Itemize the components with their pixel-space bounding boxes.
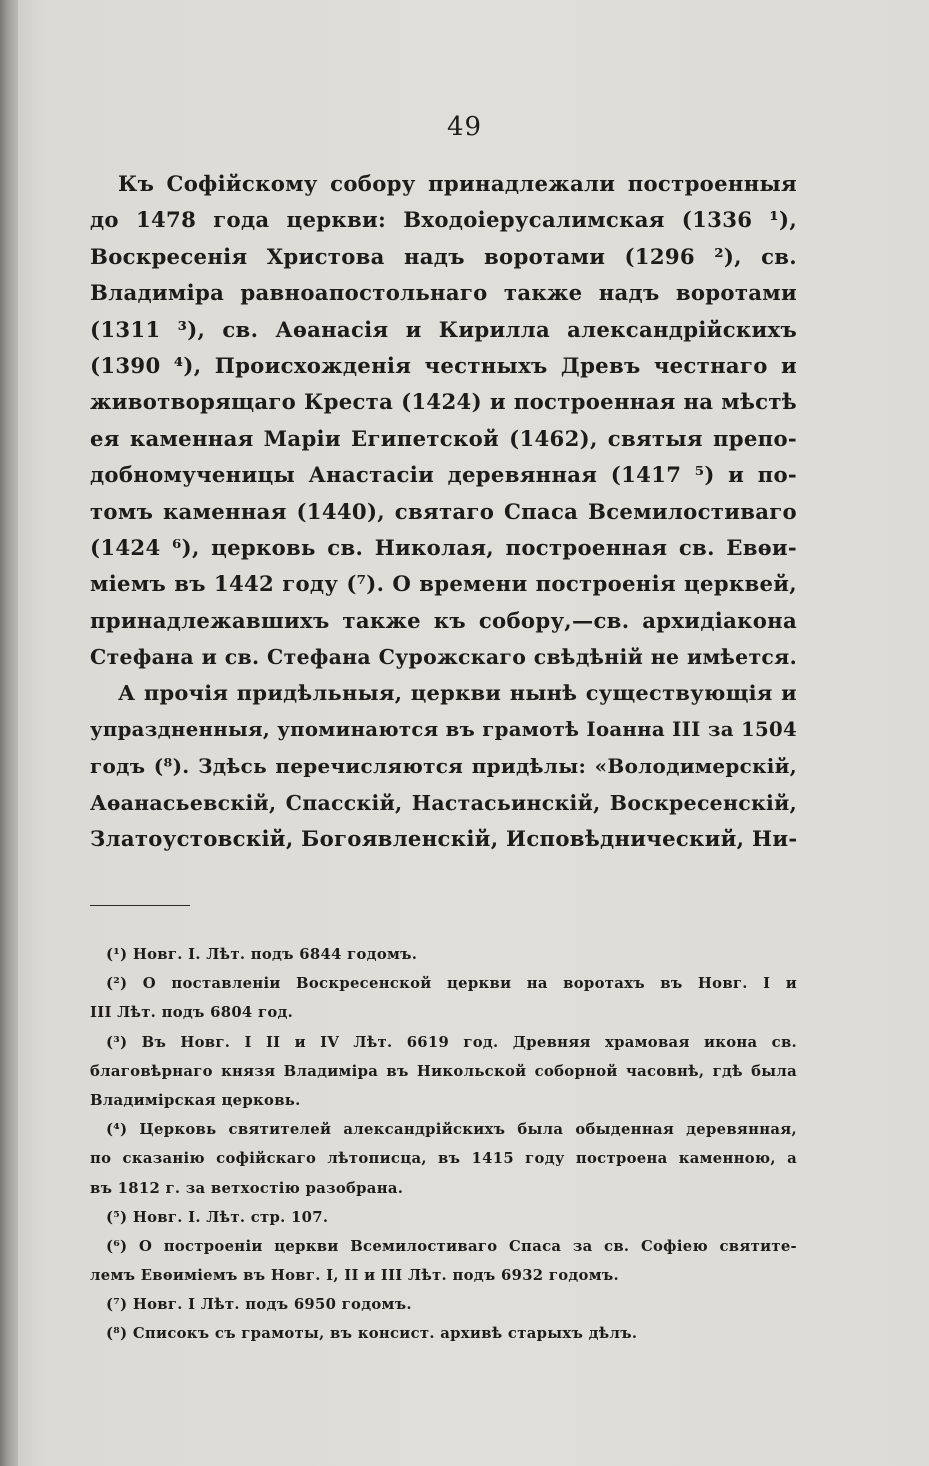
book-gutter [0,0,18,1466]
paragraph-line: (1390 ⁴), Происхожденія честныхъ Древъ честнаго и [90,352,797,378]
paragraph-line: до 1478 года церкви: Входоіерусалимская (1336 ¹), [90,207,797,233]
paragraph-line: А прочія придѣльныя, церкви нынѣ существующія и [118,680,797,706]
footnotes [90,940,797,1349]
footnote-line: (¹) Новг. I. Лѣт. подъ 6844 годомъ. [106,946,418,963]
paragraph-line: животворящаго Креста (1424) и построенная на мѣстѣ [90,389,797,415]
paragraph-line: (1311 ³), св. Аѳанасія и Кирилла александрійскихъ [90,316,797,342]
footnote-line: въ 1812 г. за ветхостію разобрана. [90,1179,404,1197]
footnote-line: (²) О поставленіи Воскресенской церкви на воротахъ въ Новг. I и [106,975,797,993]
paragraph-line: упраздненныя, упоминаются въ грамотѣ Іоанна III за 1504 [90,717,797,741]
footnote-line: (⁴) Церковь святителей александрійскихъ была обыденная деревянная, [106,1121,797,1139]
footnote-line: Владимірская церковь. [90,1091,301,1109]
paragraph-line: (1424 ⁶), церковь св. Николая, построенная св. Евѳи- [90,534,797,560]
paragraph-line: Къ Софійскому собору принадлежали построенныя [118,171,797,196]
paragraph-line: Аѳанасьевскій, Спасскій, Настасьинскій, Воскресенскій, [90,790,797,815]
paragraph-line: ея каменная Маріи Египетской (1462), святыя препо- [90,425,797,451]
paragraph-line: томъ каменная (1440), святаго Спаса Всемилостиваго [90,498,797,524]
paragraph-line: добномученицы Анастасіи деревянная (1417 ⁵) и по- [90,462,797,488]
page-number: 49 [446,112,483,142]
footnote-divider [90,905,190,906]
paragraph-line: Воскресенія Христова надъ воротами (1296 ²), св. [90,243,797,269]
footnote-line: лемъ Евѳиміемъ въ Новг. I, II и III Лѣт. подъ 6932 годомъ. [90,1267,619,1285]
paragraph-line: Владиміра равноапостольнаго также надъ воротами [90,280,797,306]
paragraph-line: годъ (⁸). Здѣсь перечисляются придѣлы: «Володимерскій, [90,754,797,779]
footnote-line: (⁸) Списокъ съ грамоты, въ консист. архивѣ старыхъ дѣлъ. [106,1325,638,1343]
footnote-line: (⁶) О построеніи церкви Всемилостиваго Спаса за св. Софіею святите- [106,1237,797,1255]
paragraph-line: принадлежавшихъ также къ собору,—св. архидіакона [90,607,797,633]
footnote-line: благовѣрнаго князя Владиміра въ Никольской соборной часовнѣ, гдѣ была [90,1062,797,1080]
footnote-line: (⁵) Новг. I. Лѣт. стр. 107. [106,1208,329,1226]
footnote-line: (⁷) Новг. I Лѣт. подъ 6950 годомъ. [106,1296,412,1314]
paragraph-line: Златоустовскій, Богоявленскій, Исповѣднический, Ни- [90,826,798,852]
main-paragraph [90,166,797,857]
footnote-line: (³) Въ Новг. I II и IV Лѣт. 6619 год. Древняя храмовая икона св. [106,1033,797,1051]
paragraph-line: міемъ въ 1442 году (⁷). О времени построенія церквей, [90,571,797,597]
footnote-line: по сказанію софійскаго лѣтописца, въ 1415 году построена каменною, а [90,1150,797,1168]
paragraph-line: Стефана и св. Стефана Сурожскаго свѣдѣній не имѣется. [90,645,797,670]
footnote-line: III Лѣт. подъ 6804 год. [90,1004,294,1022]
